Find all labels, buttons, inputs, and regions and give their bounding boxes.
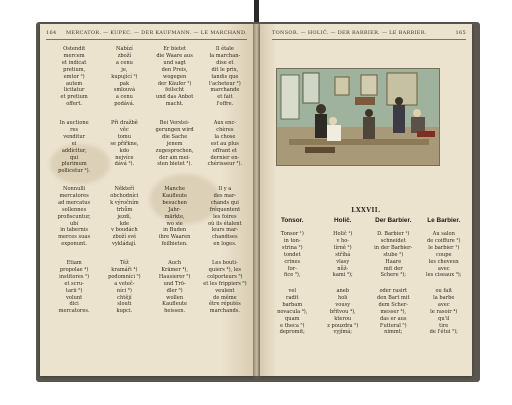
headword-german: Der Barbier. xyxy=(375,217,412,224)
binding-tape xyxy=(254,0,259,22)
headword-french: Le Barbier. xyxy=(427,217,461,224)
left-running-title: MERCATOR. — KUPEC. — DER KAUFMANN. — LE MARCHAND. xyxy=(66,30,247,36)
lesson-headwords xyxy=(268,217,468,224)
latin-text: vel radit barbam novacula ⁴), quam e theca ⁵) depromit; xyxy=(277,288,308,336)
text-block-1 xyxy=(50,46,249,108)
left-page-number: 164 xyxy=(46,30,57,36)
latin-text: Nonnulli mercatores ad mercatus sollennes profiscuntur, ubi in tabernis merces suas exponunt. xyxy=(57,186,91,248)
right-page-number: 165 xyxy=(455,30,466,36)
german-text: D. Barbier ¹) schneidet in der Barbier- stube ²) Haare mit der Schere ³); xyxy=(374,231,413,279)
german-text: Manche Kaufleute besuchen Jahr- märkte, wo sie in Buden ihre Waaren feilbieten. xyxy=(158,186,191,248)
headword-latin: Tonsor. xyxy=(280,217,304,224)
czech-text: Též kramáři ⁴) podomníci ⁵) a veteč- níci ⁶) chtějí slouti kupci. xyxy=(108,260,141,315)
french-text: Les bouti- quiers ⁴), les colporteurs ⁵) et les frippiers ⁶) veulent de même être réputés marchands. xyxy=(203,260,247,315)
latin-text: Tonsor ¹) in ton- strina ²) tondet crines for- fice ³), xyxy=(280,231,304,279)
german-text: Bei Verstei- gerungen wird die Sache jenem zugesprochen, der am mei- sten bietet ³). xyxy=(155,120,194,168)
lesson-number: LXXVII. xyxy=(351,207,381,214)
left-page xyxy=(40,24,254,376)
text-block-6 xyxy=(268,288,468,336)
french-text: Aux enc- chères la chose est au plus offrant et dernier en- chérisseur ³). xyxy=(207,120,243,168)
czech-text: Při dražbě věc tomu se přiřkne, kdo nejvíce dává ³). xyxy=(110,120,139,168)
text-block-5 xyxy=(268,231,468,279)
french-text: Il y a des mar- chands qui fréquentent les foires où ils étalent leurs mar- chandises en loges. xyxy=(208,186,242,248)
text-block-2 xyxy=(50,120,249,175)
german-text: Auch Krämer ⁴), Hausierer ⁵) und Trö- dler ⁶) wollen Kaufleute heissen. xyxy=(158,260,191,315)
czech-text: Nabízí zboží a cenu je, kupující ²) pak smlouvá a cenu podává. xyxy=(111,46,138,108)
latin-text: In auctione res venditur ei addicitur, qui plurimum pollicetur ³). xyxy=(58,120,91,175)
left-running-head xyxy=(46,30,247,36)
latin-text: Etiam propolae ⁴) institores ⁵) et scru- tarii ⁶) volunt dici mercatores. xyxy=(58,260,90,315)
german-text: oder rasirt den Bart mit dem Scher- messer ⁴), das er aus Futteral ⁵) nimmt; xyxy=(376,288,410,336)
french-text: ou fait la barbe avec le rasoir ⁴) qu'il tire de l'étui ⁵); xyxy=(429,288,458,336)
text-block-4 xyxy=(50,260,249,315)
german-text: Er bietet die Waare aus und sagt den Preis, wogegen der Käufer ²) feilscht und das Anbot macht. xyxy=(155,46,194,108)
barbershop-illustration xyxy=(276,68,440,166)
french-text: Au salon de coiffure ²) le barbier ¹) coupe les cheveux avec les ciseaux ³); xyxy=(425,231,462,279)
header-rule xyxy=(272,39,466,40)
french-text: Il étale la marchan- dise et dit le prix, tandis que l'acheteur ²) marchande et fait l'offre. xyxy=(209,46,241,108)
right-running-head xyxy=(272,30,466,36)
czech-text: Holič ¹) v ho- lírně ²) stříhá vlasy nůž- kami ³); xyxy=(332,231,353,279)
headword-czech: Holič. xyxy=(334,217,352,224)
latin-text: Ostendit mercem et indicat pretium, emtor ²) autem licitatur et pretium offert. xyxy=(60,46,88,108)
right-page xyxy=(260,24,472,376)
czech-text: aneb holí vousy břitvou ⁴), kterou z pouzdra ⁵) vyjímá; xyxy=(327,288,359,336)
czech-text: Někteří obchodníci k výročním trhům jezdí, kde v boudách zboží své vykládají. xyxy=(110,186,139,248)
text-block-3 xyxy=(50,186,249,248)
barbershop-scene-image xyxy=(277,69,439,165)
right-running-title: TONSOR. — HOLIČ. — DER BARBIER. — LE BARBIER. xyxy=(272,30,427,36)
book-spine xyxy=(253,24,260,376)
header-rule xyxy=(46,39,247,40)
